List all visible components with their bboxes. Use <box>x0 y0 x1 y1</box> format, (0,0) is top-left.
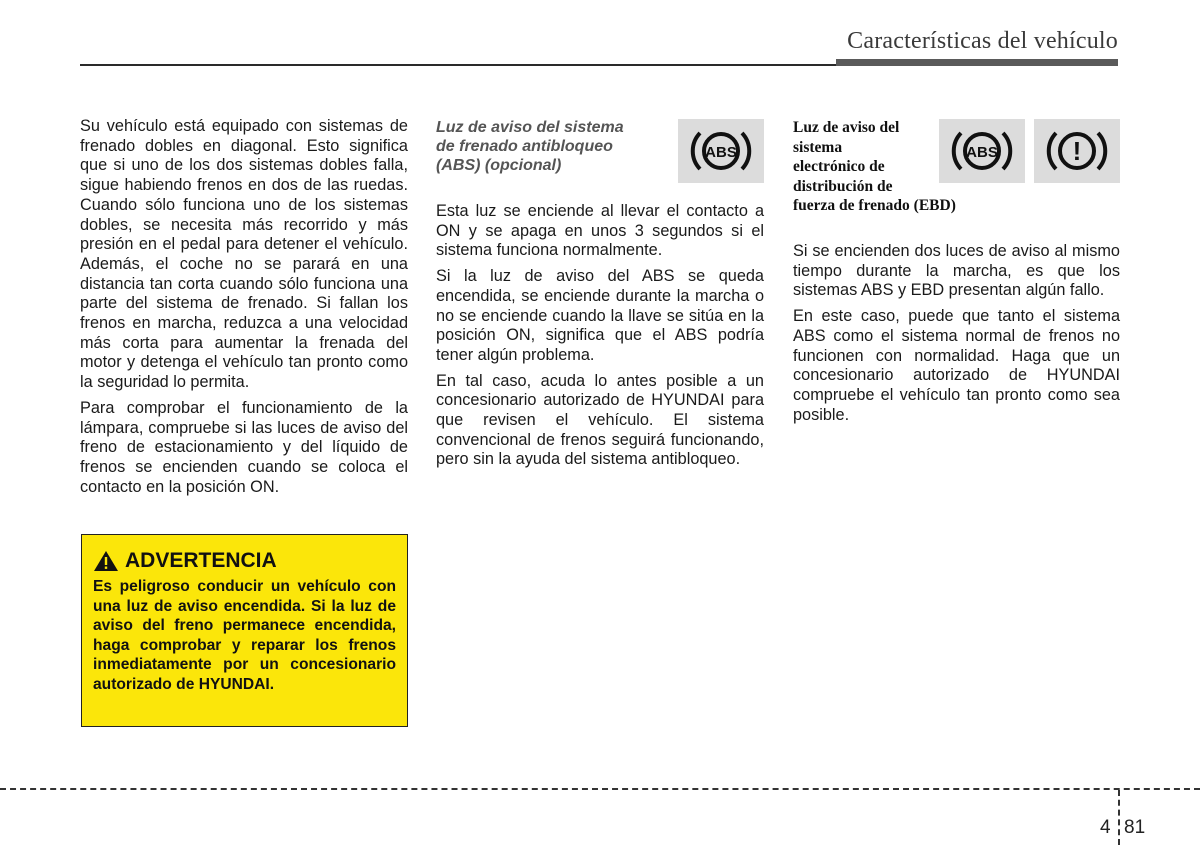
brake-icon-label: ! <box>1072 136 1082 166</box>
warning-text: Es peligroso conducir un vehículo con una luz de aviso encendida. Si la luz de aviso del freno permanece encendida, haga comprobar y reparar los frenos inmediatamente por un concesionario autorizado de HYUNDAI. <box>93 578 396 693</box>
body-paragraph: Para comprobar el funcionamiento de la lámpara, compruebe si las luces de aviso del freno de estacionamiento y del líquido de frenos se encienden cuando se coloca el contacto en la posición ON. <box>80 398 408 496</box>
abs-title-line: (ABS) (opcional) <box>436 157 562 174</box>
body-paragraph: Esta luz se enciende al llevar el contacto a ON y se apaga en unos 3 segundos si el sistema funciona normalmente. <box>436 202 764 260</box>
abs-warning-icon <box>939 119 1025 183</box>
column-1 <box>80 117 408 503</box>
body-paragraph: En este caso, puede que tanto el sistema ABS como el sistema normal de frenos no funcionen con normalidad. Haga que un concesionario autorizado de HYUNDAI compruebe el vehículo tan pronto como sea posible. <box>793 307 1120 424</box>
header-rule-accent <box>836 59 1118 66</box>
warning-header <box>93 549 396 573</box>
body-paragraph: Si la luz de aviso del ABS se queda encendida, se enciende durante la marcha o no se enciende cuando la llave se sitúa en la posición ON, significa que el ABS podría tener algún problema. <box>436 267 764 364</box>
ebd-title-line: Luz de aviso del <box>793 119 900 136</box>
abs-warning-icon <box>678 119 764 183</box>
column-2 <box>436 202 764 476</box>
body-paragraph: Su vehículo está equipado con sistemas de frenado dobles en diagonal. Esto significa que si uno de los dos sistemas dobles falla, sigue habiendo frenos en dos de las ruedas. Cuando sólo funciona uno de los sistemas dobles, se necesita más recorrido y más presión en el pedal para detener el vehículo. Además, el coche no se parará en una distancia tan corta cuando sólo funciona una parte del sistema de frenado. Si fallan los frenos en marcha, reduzca a una velocidad más corta para aumentar la frenada del motor y detenga el vehículo tan pronto como la seguridad lo permita. <box>80 117 408 392</box>
footer-dashed-rule <box>0 788 1200 790</box>
abs-icon-label: ABS <box>705 144 737 161</box>
abs-section-title <box>436 118 666 175</box>
abs-icon-label: ABS <box>966 144 998 161</box>
page-number-separator <box>1118 790 1120 845</box>
column-3 <box>793 242 1120 431</box>
ebd-title-line: fuerza de frenado (EBD) <box>793 197 956 215</box>
warning-box <box>81 534 408 727</box>
body-paragraph: En tal caso, acuda lo antes posible a un concesionario autorizado de HYUNDAI para que revisen el vehículo. El sistema convencional de frenos seguirá funcionando, pero sin la ayuda del sistema antibloqueo. <box>436 371 764 469</box>
warning-triangle-icon <box>93 550 119 572</box>
abs-title-line: Luz de aviso del sistema <box>436 119 624 136</box>
chapter-number: 4 <box>1100 817 1111 838</box>
ebd-title-line: electrónico de <box>793 158 885 176</box>
warning-title: ADVERTENCIA <box>125 549 277 572</box>
ebd-title-line: sistema <box>793 138 843 156</box>
ebd-title-line: distribución de <box>793 177 893 195</box>
brake-warning-icon <box>1034 119 1120 183</box>
page-number: 81 <box>1124 817 1146 838</box>
page-header-title: Características del vehículo <box>847 28 1118 54</box>
abs-title-line: de frenado antibloqueo <box>436 138 613 155</box>
body-paragraph: Si se encienden dos luces de aviso al mismo tiempo durante la marcha, es que los sistemas ABS y EBD presentan algún fallo. <box>793 242 1120 300</box>
